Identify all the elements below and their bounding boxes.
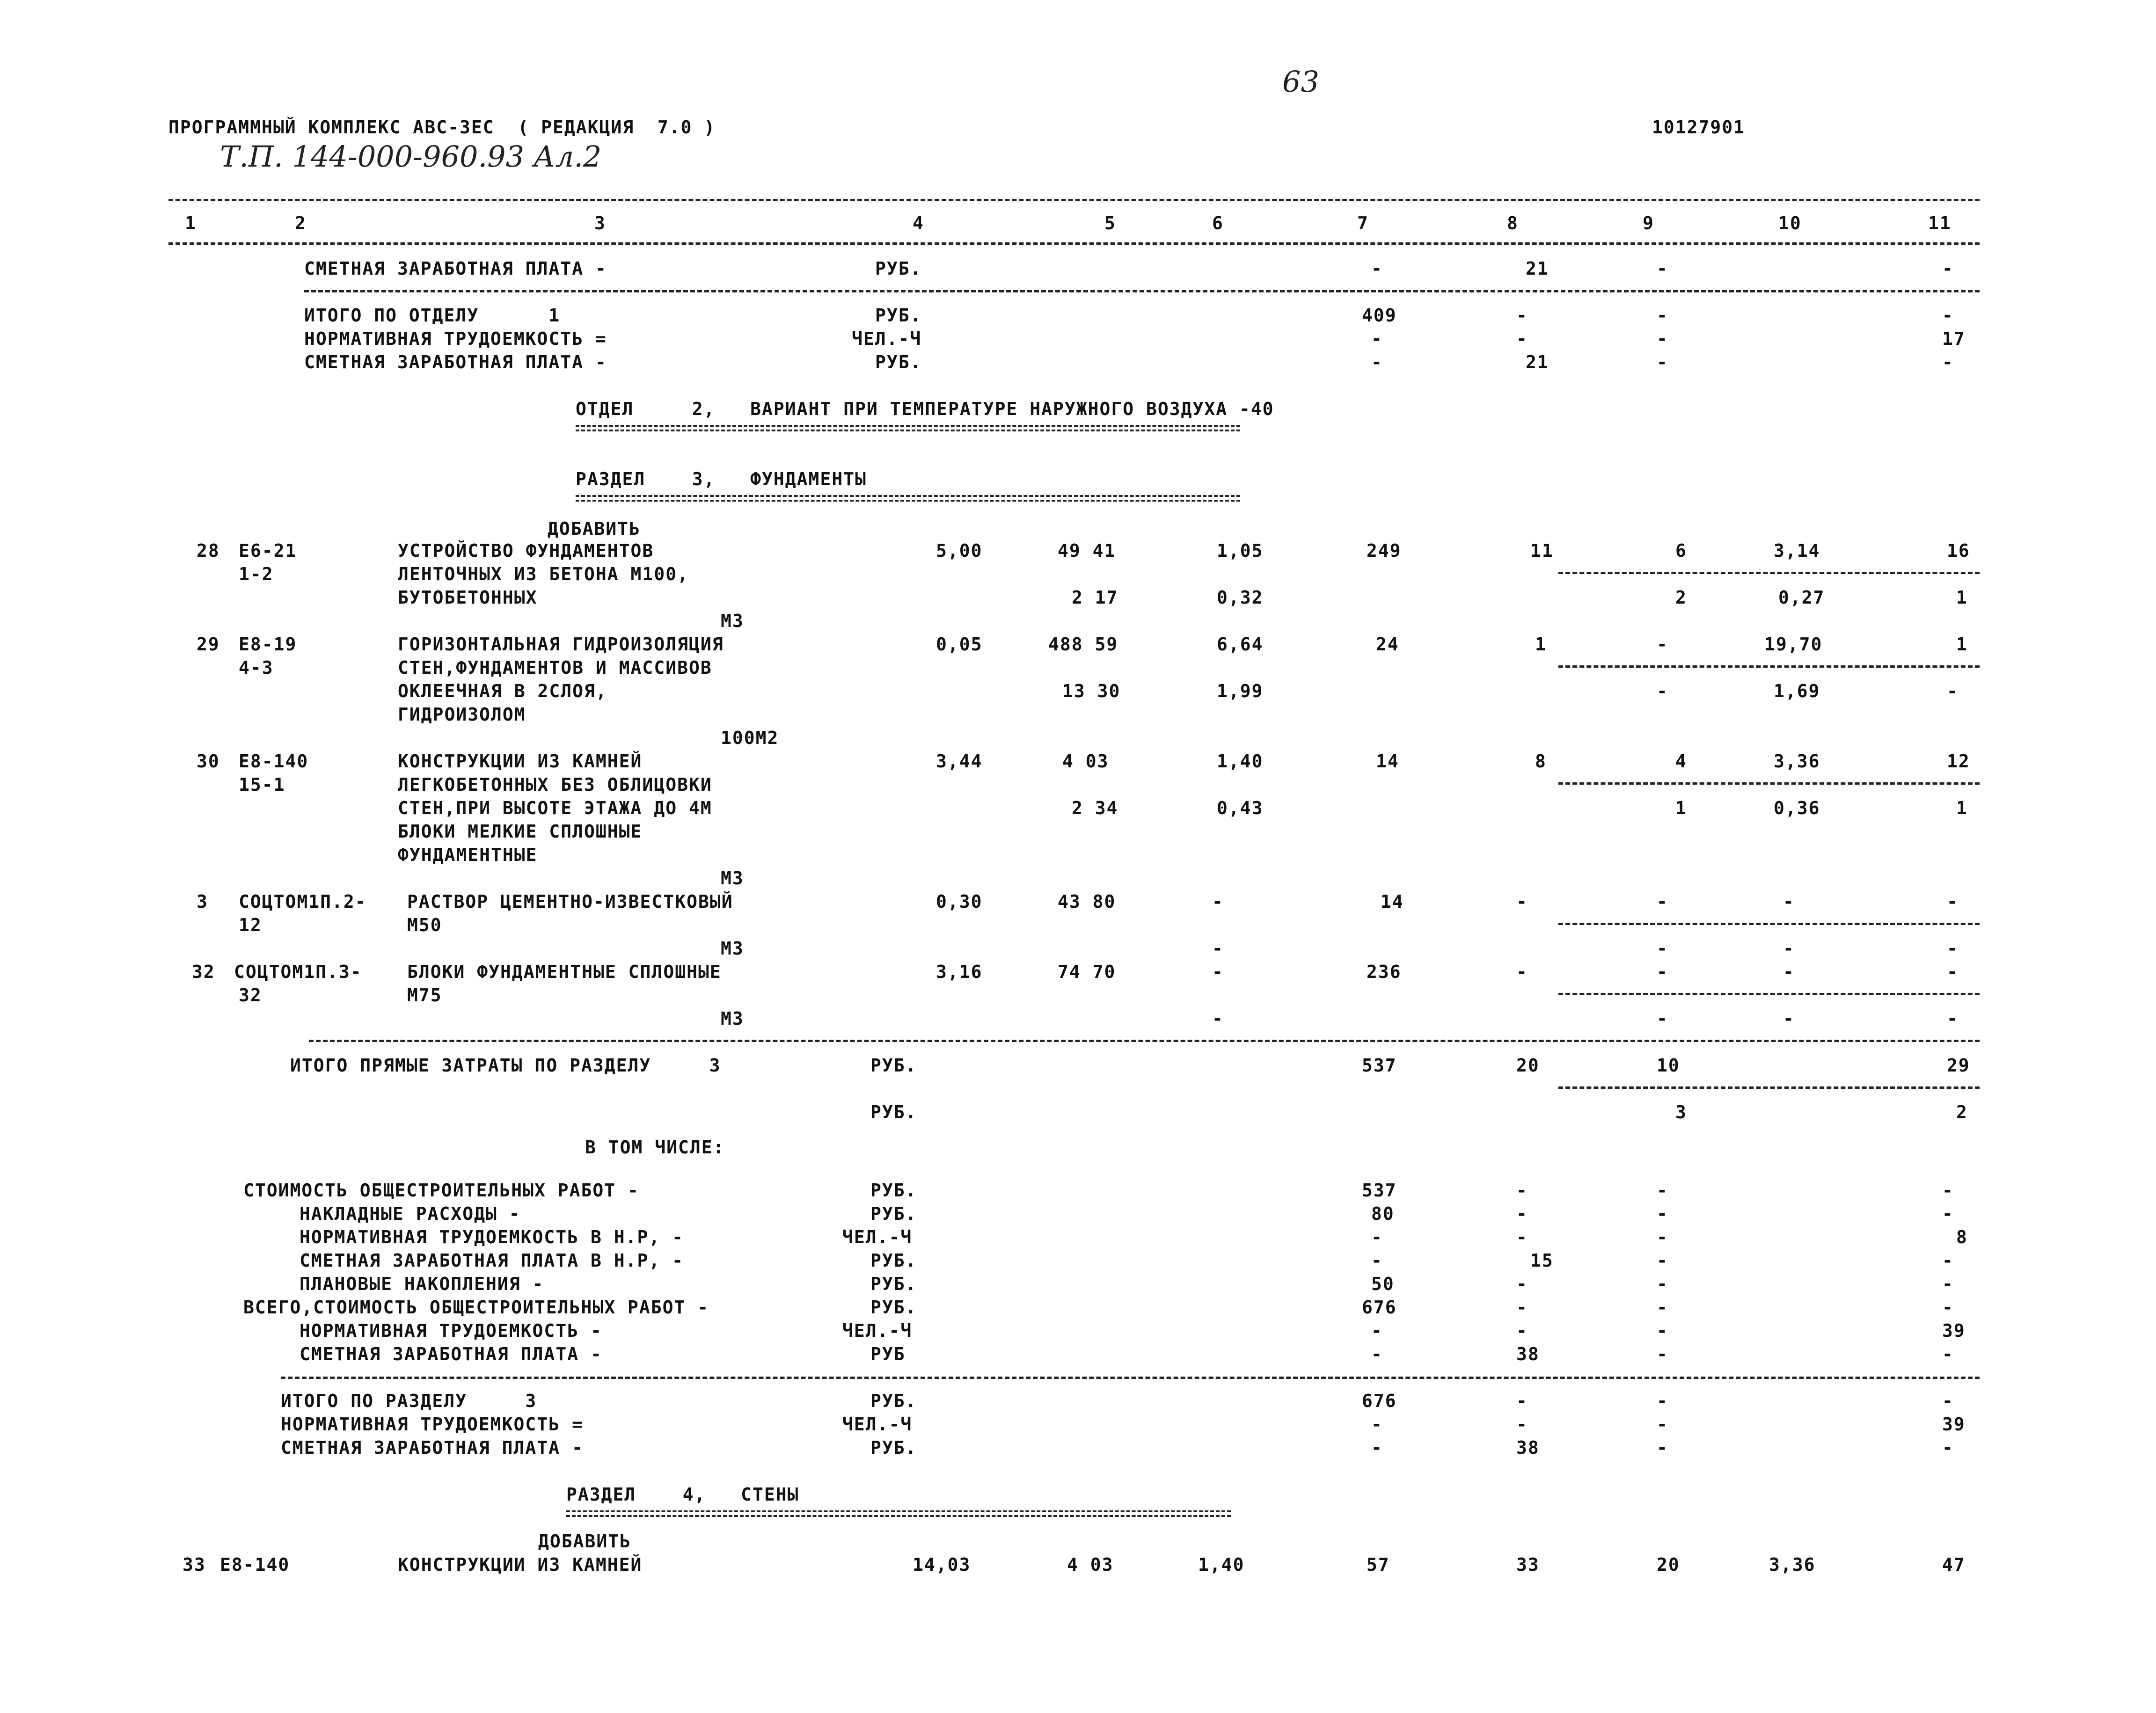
row-number: 30 [197, 751, 220, 772]
cell-9: 10 [1657, 1055, 1680, 1076]
row-price: 4 03 [1067, 1554, 1114, 1575]
itogo-c9: - [1657, 1414, 1668, 1435]
row-cell-9: - [1657, 962, 1668, 982]
row-cell-8: - [1516, 962, 1528, 982]
row-cell-8: 1 [1535, 634, 1547, 655]
row-code: Е6-21 [239, 540, 297, 561]
row-label: СМЕТНАЯ ЗАРАБОТНАЯ ПЛАТА - [304, 258, 607, 279]
row-cell-9: 4 [1675, 751, 1687, 772]
row-cell-10: - [1783, 891, 1795, 912]
summary-label: СМЕТНАЯ ЗАРАБОТНАЯ ПЛАТА В Н.Р, - [300, 1250, 684, 1271]
row-desc-line: ГИДРОИЗОЛОМ [398, 704, 526, 725]
row-code: СОЦТОМ1П.3- [234, 962, 362, 982]
page-number: 63 [1282, 65, 1319, 99]
summary-c7: - [1371, 1250, 1383, 1271]
row-cell-7: 24 [1376, 634, 1399, 655]
row-code-2: 32 [239, 985, 262, 1006]
summary-label: НАКЛАДНЫЕ РАСХОДЫ - [300, 1203, 521, 1224]
itogo-label: ИТОГО ПО РАЗДЕЛУ 3 [281, 1391, 537, 1411]
summary-unit: РУБ. [870, 1180, 917, 1201]
itogo-c7: 676 [1362, 1391, 1397, 1411]
cell-8: 21 [1526, 352, 1549, 372]
row-cell-7: 236 [1367, 962, 1402, 982]
itogo-c11: - [1942, 1391, 1954, 1411]
row-cell-11: 12 [1947, 751, 1970, 772]
itogo-c7: - [1371, 1437, 1383, 1458]
cell-11: - [1942, 352, 1954, 372]
row-cell-6b: 0,32 [1217, 587, 1264, 608]
summary-unit: ЧЕЛ.-Ч [842, 1227, 913, 1247]
row-cell-10b: 0,36 [1774, 798, 1820, 818]
row-code: Е8-140 [220, 1554, 290, 1575]
row-desc-line: М50 [407, 915, 442, 935]
itogo-unit: РУБ. [870, 1391, 917, 1411]
summary-c11: - [1942, 1297, 1954, 1318]
row-unit: М3 [721, 938, 744, 959]
row-cell-6: 1,40 [1217, 751, 1264, 772]
summary-c9: - [1657, 1180, 1668, 1201]
row-unit: М3 [721, 868, 744, 889]
itogo-c9: - [1657, 1391, 1668, 1411]
summary-c8: 15 [1530, 1250, 1554, 1271]
cell-11: - [1942, 305, 1954, 326]
row-unit: РУБ. [870, 1055, 917, 1076]
row-qty: 5,00 [936, 540, 983, 561]
row-desc-line: ЛЕНТОЧНЫХ ИЗ БЕТОНА М100, [398, 564, 689, 584]
row-label: СМЕТНАЯ ЗАРАБОТНАЯ ПЛАТА - [304, 352, 607, 372]
cell-8: 21 [1526, 258, 1549, 279]
header-rule-top [168, 199, 1980, 201]
summary-c8: - [1516, 1227, 1528, 1247]
subrule [1558, 993, 1980, 995]
row-cell-11b: - [1947, 938, 1959, 959]
row-cell-6: - [1212, 962, 1224, 982]
row-cell-10b: - [1783, 1008, 1795, 1029]
summary-c9: - [1657, 1227, 1668, 1247]
summary-c8: - [1516, 1297, 1528, 1318]
row-cell-10: 3,36 [1774, 751, 1820, 772]
row-unit: ЧЕЛ.-Ч [852, 328, 922, 349]
row-cell-7: 57 [1367, 1554, 1390, 1575]
itogo-c11: 39 [1942, 1414, 1966, 1435]
row-price: 43 80 [1058, 891, 1116, 912]
row-number: 32 [192, 962, 215, 982]
summary-c7: 50 [1371, 1274, 1395, 1294]
program-header: ПРОГРАММНЫЙ КОМПЛЕКС АВС-3ЕС ( РЕДАКЦИЯ 7.0 ) [168, 117, 716, 138]
summary-label: СТОИМОСТЬ ОБЩЕСТРОИТЕЛЬНЫХ РАБОТ - [243, 1180, 639, 1201]
row-price-2: 2 17 [1072, 587, 1118, 608]
row-cell-9b: 1 [1675, 798, 1687, 818]
row-cell-6: 1,05 [1217, 540, 1264, 561]
summary-c7: 676 [1362, 1297, 1397, 1318]
row-unit: РУБ. [875, 352, 922, 372]
row-cell-9b: 2 [1675, 587, 1687, 608]
row-price: 74 70 [1058, 962, 1116, 982]
row-price: 49 41 [1058, 540, 1116, 561]
summary-c11: 8 [1956, 1227, 1968, 1247]
row-cell-6: 6,64 [1217, 634, 1264, 655]
cell-7: 537 [1362, 1055, 1397, 1076]
summary-unit: РУБ [870, 1344, 906, 1364]
subrule [1558, 782, 1980, 785]
section-rule [309, 1040, 1980, 1042]
summary-unit: РУБ. [870, 1203, 917, 1224]
summary-c11: - [1942, 1180, 1954, 1201]
cell-11: 17 [1942, 328, 1966, 349]
row-desc-line: СТЕН,ФУНДАМЕНТОВ И МАССИВОВ [398, 657, 712, 678]
row-price: 488 59 [1048, 634, 1118, 655]
row-cell-9: - [1657, 634, 1668, 655]
summary-label: ВСЕГО,СТОИМОСТЬ ОБЩЕСТРОИТЕЛЬНЫХ РАБОТ - [243, 1297, 709, 1318]
summary-c7: - [1371, 1227, 1383, 1247]
row-desc-line: ГОРИЗОНТАЛЬНАЯ ГИДРОИЗОЛЯЦИЯ [398, 634, 724, 655]
row-cell-8: - [1516, 891, 1528, 912]
itogo-unit: ЧЕЛ.-Ч [842, 1414, 913, 1435]
row-desc-line: КОНСТРУКЦИИ ИЗ КАМНЕЙ [398, 1554, 643, 1575]
row-qty: 3,44 [936, 751, 983, 772]
cell-9b: 3 [1675, 1102, 1687, 1123]
row-cell-10: 19,70 [1764, 634, 1823, 655]
header-rule-bottom [168, 242, 1980, 245]
itogo-c7: - [1371, 1414, 1383, 1435]
row-cell-10: 3,36 [1769, 1554, 1816, 1575]
summary-unit: ЧЕЛ.-Ч [842, 1320, 913, 1341]
itogo-label: СМЕТНАЯ ЗАРАБОТНАЯ ПЛАТА - [281, 1437, 584, 1458]
itogo-c8: - [1516, 1391, 1528, 1411]
razdel4-underline [566, 1510, 1231, 1517]
section-rule [281, 1377, 1980, 1379]
row-unit: М3 [721, 611, 744, 631]
itogo-c9: - [1657, 1437, 1668, 1458]
dobavit-label-2: ДОБАВИТЬ [538, 1531, 632, 1552]
cell-7: - [1371, 258, 1383, 279]
row-desc-line: ЛЕГКОБЕТОННЫХ БЕЗ ОБЛИЦОВКИ [398, 774, 712, 795]
row-cell-10: 3,14 [1774, 540, 1820, 561]
col-7: 7 [1357, 213, 1369, 233]
summary-c11: - [1942, 1250, 1954, 1271]
row-price: 4 03 [1062, 751, 1109, 772]
row-cell-11: 1 [1956, 634, 1968, 655]
row-cell-7: 14 [1376, 751, 1399, 772]
row-cell-9b: - [1657, 681, 1668, 701]
summary-c8: - [1516, 1180, 1528, 1201]
cell-8: - [1516, 305, 1528, 326]
summary-c7: - [1371, 1344, 1383, 1364]
row-cell-11b: - [1947, 681, 1959, 701]
summary-label: НОРМАТИВНАЯ ТРУДОЕМКОСТЬ - [300, 1320, 602, 1341]
cell-9: - [1657, 328, 1668, 349]
row-cell-9b: - [1657, 938, 1668, 959]
rule [304, 290, 1980, 292]
row-cell-9: - [1657, 891, 1668, 912]
summary-c9: - [1657, 1203, 1668, 1224]
row-price-2: 13 30 [1062, 681, 1121, 701]
summary-c9: - [1657, 1250, 1668, 1271]
section-razdel-3: РАЗДЕЛ 3, ФУНДАМЕНТЫ [576, 469, 867, 489]
row-desc-line: РАСТВОР ЦЕМЕНТНО-ИЗВЕСТКОВЫЙ [407, 891, 733, 912]
row-cell-9b: - [1657, 1008, 1668, 1029]
col-1: 1 [185, 213, 197, 233]
row-unit: М3 [721, 1008, 744, 1029]
row-desc-line: КОНСТРУКЦИИ ИЗ КАМНЕЙ [398, 751, 643, 772]
itogo-c8: - [1516, 1414, 1528, 1435]
row-cell-6: - [1212, 891, 1224, 912]
otdel-underline [576, 425, 1240, 431]
summary-c11: 39 [1942, 1320, 1966, 1341]
cell-11: 29 [1947, 1055, 1970, 1076]
row-cell-6b: - [1212, 938, 1224, 959]
cell-7: - [1371, 328, 1383, 349]
col-2: 2 [295, 213, 307, 233]
row-price-2: 2 34 [1072, 798, 1118, 818]
summary-c8: - [1516, 1203, 1528, 1224]
row-cell-9: 20 [1657, 1554, 1680, 1575]
row-qty: 3,16 [936, 962, 983, 982]
cell-7: - [1371, 352, 1383, 372]
section-razdel-4: РАЗДЕЛ 4, СТЕНЫ [566, 1484, 799, 1505]
row-desc-line: ФУНДАМЕНТНЫЕ [398, 845, 538, 865]
summary-c11: - [1942, 1344, 1954, 1364]
row-code-2: 12 [239, 915, 262, 935]
summary-label: НОРМАТИВНАЯ ТРУДОЕМКОСТЬ В Н.Р, - [300, 1227, 684, 1247]
cell-7: 409 [1362, 305, 1397, 326]
cell-8: 20 [1516, 1055, 1540, 1076]
cell-8: - [1516, 328, 1528, 349]
subrule [1558, 572, 1980, 574]
row-code: Е8-140 [239, 751, 309, 772]
row-cell-9: 6 [1675, 540, 1687, 561]
row-unit: РУБ. [875, 258, 922, 279]
itogo-unit: РУБ. [870, 1437, 917, 1458]
summary-unit: РУБ. [870, 1297, 917, 1318]
cell-9: - [1657, 352, 1668, 372]
col-10: 10 [1778, 213, 1802, 233]
summary-c8: - [1516, 1320, 1528, 1341]
cell-11: - [1942, 258, 1954, 279]
row-unit: 100М2 [721, 728, 779, 748]
row-cell-11b: - [1947, 1008, 1959, 1029]
row-cell-11: 47 [1942, 1554, 1966, 1575]
row-code-2: 1-2 [239, 564, 274, 584]
summary-label: СМЕТНАЯ ЗАРАБОТНАЯ ПЛАТА - [300, 1344, 602, 1364]
row-cell-11b: 1 [1956, 798, 1968, 818]
summary-c7: 537 [1362, 1180, 1397, 1201]
col-9: 9 [1643, 213, 1654, 233]
col-5: 5 [1104, 213, 1116, 233]
row-desc-line: БЛОКИ МЕЛКИЕ СПЛОШНЫЕ [398, 821, 643, 842]
row-cell-6b: - [1212, 1008, 1224, 1029]
v-tom-chisle: В ТОМ ЧИСЛЕ: [585, 1137, 725, 1158]
col-3: 3 [594, 213, 606, 233]
handwritten-reference: Т.П. 144-000-960.93 Ал.2 [220, 139, 602, 174]
row-desc-line: БУТОБЕТОННЫХ [398, 587, 538, 608]
row-cell-8: 33 [1516, 1554, 1540, 1575]
row-cell-7: 249 [1367, 540, 1402, 561]
row-cell-10b: - [1783, 938, 1795, 959]
cell-11b: 2 [1956, 1102, 1968, 1123]
row-code-2: 4-3 [239, 657, 274, 678]
summary-c9: - [1657, 1274, 1668, 1294]
summary-c11: - [1942, 1203, 1954, 1224]
row-desc-line: М75 [407, 985, 442, 1006]
dobavit-label: ДОБАВИТЬ [548, 518, 641, 539]
summary-c7: - [1371, 1320, 1383, 1341]
summary-c9: - [1657, 1344, 1668, 1364]
subrule [1558, 923, 1980, 925]
summary-c8: 38 [1516, 1344, 1540, 1364]
row-cell-8: 8 [1535, 751, 1547, 772]
row-number: 33 [183, 1554, 206, 1575]
row-cell-6b: 0,43 [1217, 798, 1264, 818]
subrule [1558, 665, 1980, 668]
col-8: 8 [1507, 213, 1519, 233]
row-cell-10b: 0,27 [1778, 587, 1825, 608]
row-label: НОРМАТИВНАЯ ТРУДОЕМКОСТЬ = [304, 328, 607, 349]
row-desc-line: БЛОКИ ФУНДАМЕНТНЫЕ СПЛОШНЫЕ [407, 962, 722, 982]
cell-9: - [1657, 305, 1668, 326]
row-qty: 14,03 [913, 1554, 971, 1575]
itogo-label: НОРМАТИВНАЯ ТРУДОЕМКОСТЬ = [281, 1414, 584, 1435]
row-code-2: 15-1 [239, 774, 285, 795]
subrule [1558, 1086, 1980, 1089]
row-code: Е8-19 [239, 634, 297, 655]
row-desc-line: ОКЛЕЕЧНАЯ В 2СЛОЯ, [398, 681, 607, 701]
col-11: 11 [1928, 213, 1951, 233]
row-number: 3 [197, 891, 208, 912]
row-cell-11: - [1947, 962, 1959, 982]
summary-unit: РУБ. [870, 1250, 917, 1271]
row-cell-6b: 1,99 [1217, 681, 1264, 701]
row-cell-8: 11 [1530, 540, 1554, 561]
row-desc-line: УСТРОЙСТВО ФУНДАМЕНТОВ [398, 540, 654, 561]
summary-c7: 80 [1371, 1203, 1395, 1224]
summary-unit: РУБ. [870, 1274, 917, 1294]
row-cell-11: 16 [1947, 540, 1970, 561]
row-cell-11b: 1 [1956, 587, 1968, 608]
row-cell-6: 1,40 [1198, 1554, 1245, 1575]
col-4: 4 [913, 213, 924, 233]
row-qty: 0,05 [936, 634, 983, 655]
row-cell-10b: 1,69 [1774, 681, 1820, 701]
row-qty: 0,30 [936, 891, 983, 912]
summary-c11: - [1942, 1274, 1954, 1294]
summary-label: ПЛАНОВЫЕ НАКОПЛЕНИЯ - [300, 1274, 544, 1294]
itogo-c11: - [1942, 1437, 1954, 1458]
row-desc-line: СТЕН,ПРИ ВЫСОТЕ ЭТАЖА ДО 4М [398, 798, 712, 818]
row-unit: РУБ. [875, 305, 922, 326]
row-cell-7: 14 [1381, 891, 1404, 912]
section-otdel: ОТДЕЛ 2, ВАРИАНТ ПРИ ТЕМПЕРАТУРЕ НАРУЖНОГО ВОЗДУХА -40 [576, 399, 1274, 419]
summary-c9: - [1657, 1320, 1668, 1341]
itogo-c8: 38 [1516, 1437, 1540, 1458]
row-number: 28 [197, 540, 220, 561]
razdel-underline [576, 495, 1240, 502]
row-number: 29 [197, 634, 220, 655]
cell-9: - [1657, 258, 1668, 279]
document-code: 10127901 [1652, 117, 1746, 138]
row-label: ИТОГО ПО ОТДЕЛУ 1 [304, 305, 561, 326]
col-6: 6 [1212, 213, 1224, 233]
row-cell-10: - [1783, 962, 1795, 982]
summary-c8: - [1516, 1274, 1528, 1294]
row-unit-2: РУБ. [870, 1102, 917, 1123]
row-code: СОЦТОМ1П.2- [239, 891, 367, 912]
row-label: ИТОГО ПРЯМЫЕ ЗАТРАТЫ ПО РАЗДЕЛУ 3 [290, 1055, 721, 1076]
summary-c9: - [1657, 1297, 1668, 1318]
row-cell-11: - [1947, 891, 1959, 912]
